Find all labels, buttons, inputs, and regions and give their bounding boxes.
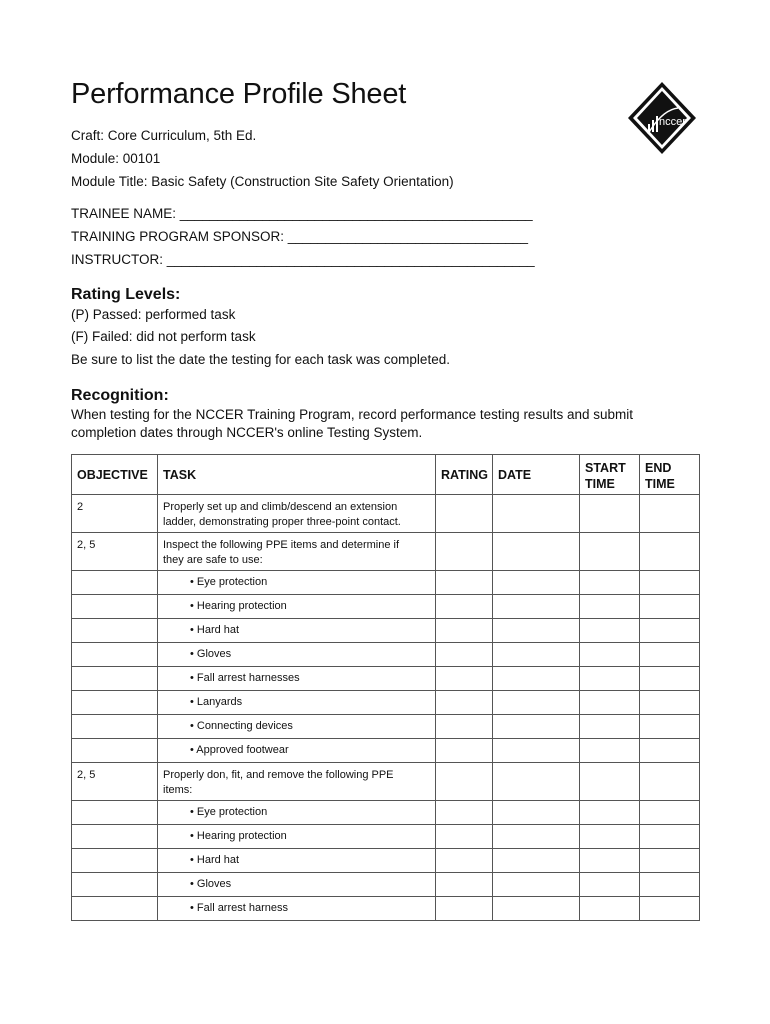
task-text: [158, 533, 435, 568]
task-line-1: Inspect the following PPE items and determine if: [163, 539, 400, 551]
start-time-cell[interactable]: [580, 691, 640, 715]
table-row: [72, 825, 700, 849]
rating-cell[interactable]: [436, 715, 493, 739]
table-row: [72, 873, 700, 897]
rating-cell[interactable]: [436, 619, 493, 643]
recognition-line-1: When testing for the NCCER Training Program, record performance testing results and submit: [71, 407, 633, 422]
task-bullet: • Fall arrest harnesses: [190, 672, 300, 684]
start-time-cell[interactable]: [580, 595, 640, 619]
end-time-cell[interactable]: [640, 619, 700, 643]
task-line-2: ladder, demonstrating proper three-point contact.: [163, 516, 401, 528]
cell-objective: [72, 495, 158, 533]
cell-task: [158, 619, 436, 643]
table-row: [72, 763, 700, 801]
objective-text: 2, 5: [77, 769, 96, 781]
end-time-cell[interactable]: [640, 643, 700, 667]
end-time-cell[interactable]: [640, 595, 700, 619]
header-objective: OBJECTIVE: [72, 455, 158, 495]
task-text: [158, 763, 435, 798]
rating-note: Be sure to list the date the testing for each task was completed.: [71, 352, 450, 367]
end-time-cell[interactable]: [640, 739, 700, 763]
task-bullet: • Hard hat: [190, 624, 240, 636]
start-time-cell[interactable]: [580, 667, 640, 691]
table-row: [72, 849, 700, 873]
table-row: [72, 691, 700, 715]
task-bullet: • Hearing protection: [190, 600, 287, 612]
date-cell[interactable]: [493, 849, 580, 873]
performance-table: [71, 454, 700, 921]
cell-task: [158, 739, 436, 763]
date-cell[interactable]: [493, 873, 580, 897]
date-cell[interactable]: [493, 763, 580, 801]
rating-cell[interactable]: [436, 595, 493, 619]
task-bullet: • Connecting devices: [190, 720, 293, 732]
rating-cell[interactable]: [436, 739, 493, 763]
end-time-cell[interactable]: [640, 763, 700, 801]
task-text: [158, 495, 435, 530]
cell-task: [158, 763, 436, 801]
task-line-1: Properly don, fit, and remove the following PPE: [163, 769, 394, 781]
rating-failed: (F) Failed: did not perform task: [71, 329, 256, 344]
table-row: [72, 897, 700, 921]
task-line-1: Properly set up and climb/descend an extension: [163, 501, 398, 513]
page-title: Performance Profile Sheet: [71, 78, 407, 110]
date-cell[interactable]: [493, 619, 580, 643]
header-start-line-1: START: [585, 460, 626, 475]
cell-task: [158, 667, 436, 691]
start-time-cell[interactable]: [580, 825, 640, 849]
cell-objective: [72, 595, 158, 619]
task-bullet: • Eye protection: [190, 576, 268, 588]
cell-objective: [72, 715, 158, 739]
rating-cell[interactable]: [436, 801, 493, 825]
task-bullet: • Hearing protection: [190, 830, 287, 842]
header-end-line-2: TIME: [645, 476, 675, 491]
end-time-cell[interactable]: [640, 691, 700, 715]
start-time-cell[interactable]: [580, 739, 640, 763]
date-cell[interactable]: [493, 897, 580, 921]
cell-objective: [72, 571, 158, 595]
module-title-line: Module Title: Basic Safety (Construction Site Safety Orientation): [71, 174, 454, 189]
task-line-2: they are safe to use:: [163, 554, 263, 566]
rating-cell[interactable]: [436, 643, 493, 667]
task-bullet: • Lanyards: [190, 696, 243, 708]
cell-objective: [72, 619, 158, 643]
task-bullet: • Hard hat: [190, 854, 240, 866]
cell-objective: [72, 667, 158, 691]
cell-objective: [72, 849, 158, 873]
rating-levels-heading: Rating Levels:: [71, 286, 181, 303]
cell-task: [158, 533, 436, 571]
cell-objective: [72, 739, 158, 763]
header-rating: RATING: [436, 455, 493, 495]
table-row: [72, 619, 700, 643]
trainee-name-field[interactable]: TRAINEE NAME: _______________________________________________: [71, 206, 533, 221]
date-cell[interactable]: [493, 801, 580, 825]
nccer-logo: [626, 80, 698, 156]
cell-task: [158, 801, 436, 825]
sponsor-field[interactable]: TRAINING PROGRAM SPONSOR: ________________________________: [71, 229, 529, 244]
rating-cell[interactable]: [436, 667, 493, 691]
header-task: TASK: [158, 455, 436, 495]
table-row: [72, 667, 700, 691]
recognition-heading: Recognition:: [71, 387, 169, 404]
table-header-row: [72, 455, 700, 495]
header-date: DATE: [493, 455, 580, 495]
rating-cell[interactable]: [436, 691, 493, 715]
end-time-cell[interactable]: [640, 495, 700, 533]
date-cell[interactable]: [493, 595, 580, 619]
start-time-cell[interactable]: [580, 801, 640, 825]
date-cell[interactable]: [493, 715, 580, 739]
start-time-cell[interactable]: [580, 873, 640, 897]
table-row: [72, 495, 700, 533]
rating-cell[interactable]: [436, 495, 493, 533]
cell-objective: [72, 691, 158, 715]
end-time-cell[interactable]: [640, 533, 700, 571]
header-start-time: [580, 455, 640, 495]
date-cell[interactable]: [493, 739, 580, 763]
objective-text: 2: [77, 501, 84, 513]
date-cell[interactable]: [493, 825, 580, 849]
cell-task: [158, 897, 436, 921]
end-time-cell[interactable]: [640, 801, 700, 825]
header-start-line-2: TIME: [585, 476, 615, 491]
table-row: [72, 643, 700, 667]
module-line: Module: 00101: [71, 151, 161, 166]
table-row: [72, 739, 700, 763]
date-cell[interactable]: [493, 571, 580, 595]
date-cell[interactable]: [493, 691, 580, 715]
task-bullet: • Gloves: [190, 648, 232, 660]
logo-text: nccer: [659, 116, 686, 128]
cell-task: [158, 873, 436, 897]
table-row: [72, 571, 700, 595]
start-time-cell[interactable]: [580, 571, 640, 595]
table-row: [72, 595, 700, 619]
cell-task: [158, 495, 436, 533]
start-time-cell[interactable]: [580, 495, 640, 533]
cell-task: [158, 595, 436, 619]
end-time-cell[interactable]: [640, 897, 700, 921]
rating-cell[interactable]: [436, 897, 493, 921]
cell-objective: [72, 533, 158, 571]
start-time-cell[interactable]: [580, 643, 640, 667]
date-cell[interactable]: [493, 533, 580, 571]
cell-objective: [72, 801, 158, 825]
date-cell[interactable]: [493, 667, 580, 691]
rating-cell[interactable]: [436, 849, 493, 873]
start-time-cell[interactable]: [580, 533, 640, 571]
table-row: [72, 801, 700, 825]
cell-task: [158, 715, 436, 739]
start-time-cell[interactable]: [580, 715, 640, 739]
cell-task: [158, 571, 436, 595]
table-row: [72, 533, 700, 571]
date-cell[interactable]: [493, 495, 580, 533]
rating-cell[interactable]: [436, 533, 493, 571]
rating-cell[interactable]: [436, 763, 493, 801]
cell-objective: [72, 873, 158, 897]
start-time-cell[interactable]: [580, 619, 640, 643]
table-row: [72, 715, 700, 739]
rating-cell[interactable]: [436, 825, 493, 849]
start-time-cell[interactable]: [580, 897, 640, 921]
header-end-time: [640, 455, 700, 495]
end-time-cell[interactable]: [640, 825, 700, 849]
craft-line: Craft: Core Curriculum, 5th Ed.: [71, 128, 257, 143]
rating-cell[interactable]: [436, 873, 493, 897]
cell-objective: [72, 825, 158, 849]
task-bullet: • Eye protection: [190, 806, 268, 818]
task-bullet: • Approved footwear: [190, 744, 289, 756]
cell-task: [158, 825, 436, 849]
task-bullet: • Gloves: [190, 878, 232, 890]
cell-objective: [72, 897, 158, 921]
recognition-line-2: completion dates through NCCER's online Testing System.: [71, 425, 423, 440]
date-cell[interactable]: [493, 643, 580, 667]
end-time-cell[interactable]: [640, 667, 700, 691]
rating-cell[interactable]: [436, 571, 493, 595]
end-time-cell[interactable]: [640, 571, 700, 595]
cell-objective: [72, 763, 158, 801]
cell-task: [158, 849, 436, 873]
end-time-cell[interactable]: [640, 715, 700, 739]
instructor-field[interactable]: INSTRUCTOR: _________________________________________________: [71, 252, 535, 267]
header-end-line-1: END: [645, 460, 672, 475]
objective-text: 2, 5: [77, 539, 96, 551]
end-time-cell[interactable]: [640, 849, 700, 873]
task-line-2: items:: [163, 784, 193, 796]
end-time-cell[interactable]: [640, 873, 700, 897]
start-time-cell[interactable]: [580, 763, 640, 801]
cell-task: [158, 691, 436, 715]
task-bullet: • Fall arrest harness: [190, 902, 288, 914]
cell-objective: [72, 643, 158, 667]
start-time-cell[interactable]: [580, 849, 640, 873]
cell-task: [158, 643, 436, 667]
rating-passed: (P) Passed: performed task: [71, 307, 236, 322]
